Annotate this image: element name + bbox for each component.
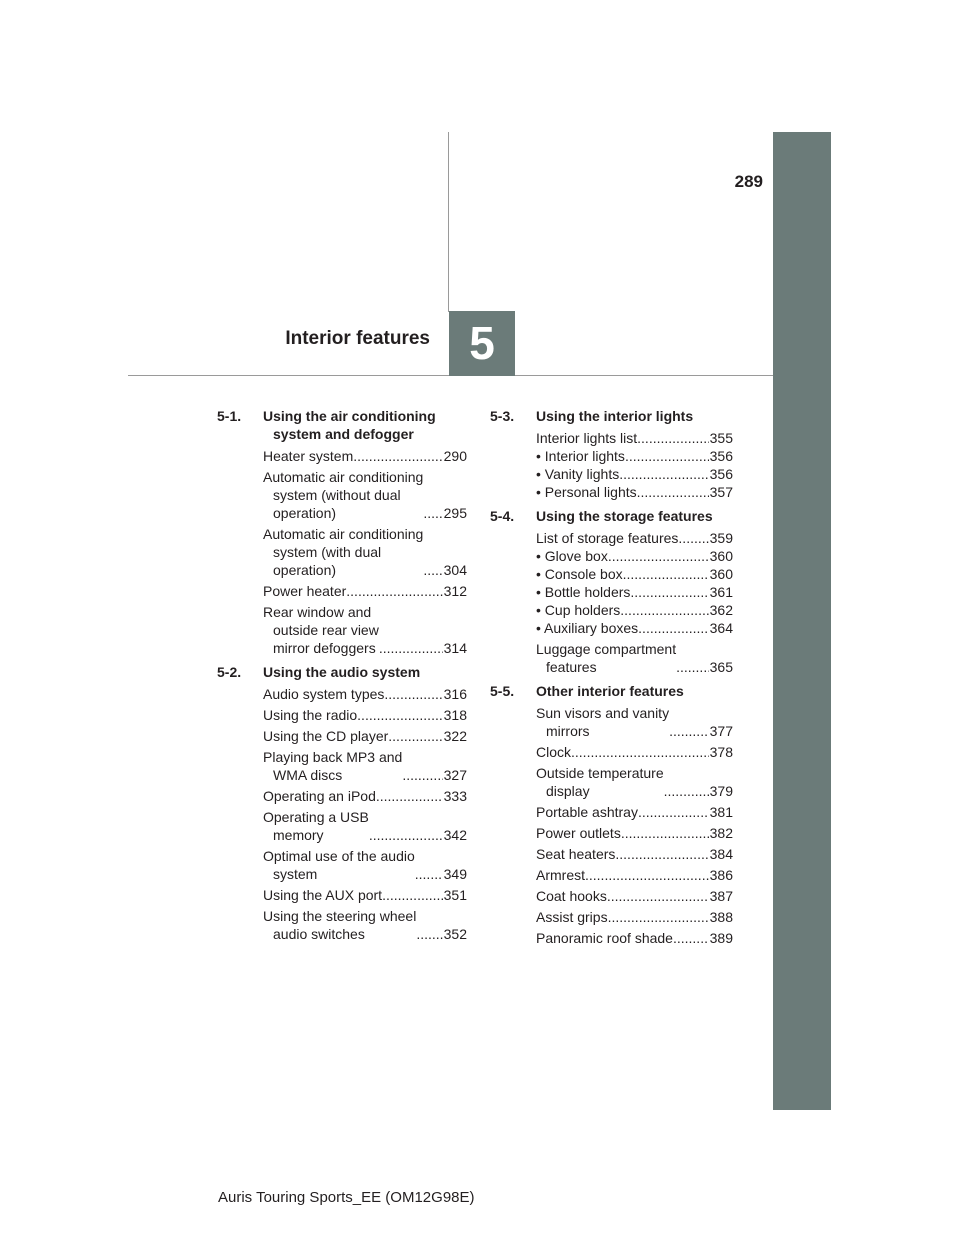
section-number: 5-5. <box>490 683 515 699</box>
toc-entry-page: 290 <box>443 448 467 464</box>
toc-entry-page: 365 <box>709 659 733 675</box>
toc-leader-dots <box>676 658 709 676</box>
toc-entry-page: 362 <box>709 602 733 618</box>
toc-entry[interactable] <box>263 706 467 724</box>
toc-section-heading[interactable] <box>217 663 467 681</box>
toc-leader-dots <box>664 782 709 800</box>
toc-entry[interactable] <box>536 704 733 740</box>
toc-leader-dots <box>615 845 708 863</box>
toc-entry-text: Assist grips <box>536 909 608 925</box>
toc-entry[interactable] <box>536 908 733 926</box>
toc-entry-text: Armrest <box>536 867 585 883</box>
toc-entry[interactable] <box>536 764 733 800</box>
toc-leader-dots <box>379 639 443 657</box>
toc-sub-entry[interactable] <box>536 565 733 583</box>
toc-entry[interactable] <box>536 743 733 761</box>
section-title: Other interior features <box>536 683 684 699</box>
toc-entry-page: 295 <box>443 505 467 521</box>
footer-model-text: Auris Touring Sports_EE (OM12G98E) <box>218 1189 475 1206</box>
toc-entry-page: 304 <box>443 562 467 578</box>
toc-section <box>217 663 467 943</box>
toc-right-column <box>490 407 733 953</box>
toc-leader-dots <box>353 447 442 465</box>
section-title: Using the air conditioning system and defogger <box>263 408 436 442</box>
section-title: Using the audio system <box>263 664 421 680</box>
toc-leader-dots <box>388 727 442 745</box>
toc-leader-dots <box>376 787 443 805</box>
toc-entry[interactable] <box>263 748 467 784</box>
toc-entry[interactable] <box>536 429 733 447</box>
toc-leader-dots <box>369 826 443 844</box>
toc-entry[interactable] <box>263 787 467 805</box>
toc-section <box>490 507 733 676</box>
toc-leader-dots <box>638 619 708 637</box>
toc-sub-entry[interactable] <box>536 547 733 565</box>
toc-entry-text: Operating an iPod <box>263 788 376 804</box>
toc-leader-dots <box>608 908 709 926</box>
toc-entry-text: Automatic air conditioning system (without dual operation) <box>263 469 424 521</box>
toc-entry[interactable] <box>263 603 467 657</box>
toc-leader-dots <box>571 743 709 761</box>
toc-leader-dots <box>625 447 709 465</box>
toc-entry-page: 356 <box>709 448 733 464</box>
toc-entry-text: Power outlets <box>536 825 621 841</box>
toc-entry-page: 378 <box>709 744 733 760</box>
toc-entry[interactable] <box>263 907 467 943</box>
chapter-side-tab <box>773 132 831 1110</box>
toc-entry-page: 360 <box>709 566 733 582</box>
toc-leader-dots <box>423 561 442 579</box>
toc-entry-page: 349 <box>443 866 467 882</box>
toc-entry[interactable] <box>536 887 733 905</box>
toc-entry-page: 377 <box>709 723 733 739</box>
toc-leader-dots <box>608 547 709 565</box>
toc-sub-entry[interactable] <box>536 465 733 483</box>
chapter-number-box: 5 <box>449 311 515 376</box>
toc-section <box>217 407 467 657</box>
toc-entry[interactable] <box>263 685 467 703</box>
toc-entry-text: Power heater <box>263 583 347 599</box>
toc-entry-page: 333 <box>443 788 467 804</box>
toc-entry[interactable] <box>263 727 467 745</box>
toc-entry-text: Using the AUX port <box>263 887 383 903</box>
toc-entry-text: Heater system <box>263 448 354 464</box>
toc-entry-text: • Bottle holders <box>536 584 631 600</box>
toc-leader-dots <box>423 504 442 522</box>
toc-entry[interactable] <box>263 886 467 904</box>
toc-entry-text: • Glove box <box>536 548 608 564</box>
toc-entry-text: Optimal use of the audio system <box>263 848 415 882</box>
toc-leader-dots <box>384 685 442 703</box>
section-number: 5-1. <box>217 408 242 424</box>
toc-entry-text: Operating a USB memory <box>263 809 369 843</box>
toc-entry[interactable] <box>536 845 733 863</box>
toc-left-column <box>217 407 467 949</box>
section-title: Using the interior lights <box>536 408 694 424</box>
toc-entry-page: 384 <box>709 846 733 862</box>
toc-entry-page: 355 <box>709 430 733 446</box>
toc-leader-dots <box>678 529 708 547</box>
section-number: 5-3. <box>490 408 515 424</box>
toc-entry[interactable] <box>263 525 467 579</box>
toc-section-heading[interactable] <box>217 407 467 443</box>
toc-section-heading[interactable] <box>490 407 733 425</box>
toc-entry-page: 318 <box>443 707 467 723</box>
toc-entries <box>217 447 467 657</box>
toc-entry-text: Clock <box>536 744 572 760</box>
section-number: 5-4. <box>490 508 515 524</box>
toc-entry-page: 389 <box>709 930 733 946</box>
toc-entry-page: 360 <box>709 548 733 564</box>
toc-entry-text: Using the radio <box>263 707 358 723</box>
toc-entry-page: 388 <box>709 909 733 925</box>
header-vertical-rule <box>448 132 449 312</box>
toc-sub-entry[interactable] <box>536 601 733 619</box>
chapter-title: Interior features <box>285 328 430 349</box>
toc-entry-text: Playing back MP3 and WMA discs <box>263 749 403 783</box>
toc-entry-page: 386 <box>709 867 733 883</box>
toc-entry[interactable] <box>536 529 733 547</box>
toc-sub-entry[interactable] <box>536 583 733 601</box>
toc-entry-text: Sun visors and vanity mirrors <box>536 705 670 739</box>
toc-leader-dots <box>621 824 709 842</box>
toc-section-heading[interactable] <box>490 682 733 700</box>
toc-entries <box>217 685 467 943</box>
toc-entry-page: 352 <box>443 926 467 942</box>
toc-entries <box>490 429 733 501</box>
section-title: Using the storage features <box>536 508 713 524</box>
toc-entry[interactable] <box>536 929 733 947</box>
toc-entry-text: • Auxiliary boxes <box>536 620 639 636</box>
toc-entry-text: Luggage compartment features <box>536 641 677 675</box>
toc-leader-dots <box>619 465 708 483</box>
toc-leader-dots <box>607 887 709 905</box>
section-number: 5-2. <box>217 664 242 680</box>
toc-entry-page: 361 <box>709 584 733 600</box>
toc-entry[interactable] <box>536 803 733 821</box>
toc-entry-text: Rear window and outside rear view mirror defoggers <box>263 604 379 656</box>
toc-entry-text: Outside temperature display <box>536 765 664 799</box>
toc-leader-dots <box>673 929 709 947</box>
toc-entry-page: 359 <box>709 530 733 546</box>
toc-entry-text: Using the steering wheel audio switches <box>263 908 417 942</box>
page-number: 289 <box>734 172 763 191</box>
toc-leader-dots <box>637 483 709 501</box>
toc-entry-page: 342 <box>443 827 467 843</box>
toc-entry-page: 327 <box>443 767 467 783</box>
toc-entry-page: 351 <box>443 887 467 903</box>
toc-sub-entry[interactable] <box>536 619 733 637</box>
toc-section <box>490 682 733 947</box>
toc-section <box>490 407 733 501</box>
toc-leader-dots <box>637 429 708 447</box>
toc-entry-text: • Interior lights <box>536 448 625 464</box>
toc-leader-dots <box>623 565 709 583</box>
toc-entries <box>490 529 733 676</box>
toc-entry[interactable] <box>536 824 733 842</box>
toc-leader-dots <box>357 706 442 724</box>
toc-entry-page: 364 <box>709 620 733 636</box>
toc-entry-text: Seat heaters <box>536 846 616 862</box>
toc-entry[interactable] <box>263 468 467 522</box>
toc-sub-entry[interactable] <box>536 483 733 501</box>
toc-entry[interactable] <box>263 808 467 844</box>
toc-entry[interactable] <box>263 582 467 600</box>
toc-entry-text: • Console box <box>536 566 623 582</box>
toc-entry-text: Coat hooks <box>536 888 607 904</box>
toc-entry-page: 314 <box>443 640 467 656</box>
toc-leader-dots <box>382 886 443 904</box>
toc-entry-page: 312 <box>443 583 467 599</box>
toc-entry-page: 356 <box>709 466 733 482</box>
toc-entry-text: Interior lights list <box>536 430 638 446</box>
toc-entries <box>490 704 733 947</box>
toc-entry-text: Portable ashtray <box>536 804 638 820</box>
toc-entry-text: • Personal lights <box>536 484 637 500</box>
toc-entry[interactable] <box>263 447 467 465</box>
toc-leader-dots <box>669 722 709 740</box>
toc-entry-page: 382 <box>709 825 733 841</box>
toc-entry-page: 381 <box>709 804 733 820</box>
toc-entry[interactable] <box>536 640 733 676</box>
toc-entry-text: Automatic air conditioning system (with dual operation) <box>263 526 424 578</box>
toc-leader-dots <box>346 582 442 600</box>
toc-leader-dots <box>415 865 443 883</box>
toc-leader-dots <box>402 766 442 784</box>
toc-leader-dots <box>416 925 442 943</box>
toc-entry-page: 322 <box>443 728 467 744</box>
toc-entry-text: Using the CD player <box>263 728 389 744</box>
toc-leader-dots <box>620 601 708 619</box>
toc-entry-text: Panoramic roof shade <box>536 930 673 946</box>
toc-sub-entry[interactable] <box>536 447 733 465</box>
toc-entry-page: 379 <box>709 783 733 799</box>
toc-entry-text: List of storage features <box>536 530 679 546</box>
toc-entry[interactable] <box>536 866 733 884</box>
toc-leader-dots <box>630 583 708 601</box>
toc-entry-text: • Vanity lights <box>536 466 620 482</box>
toc-entry-text: • Cup holders <box>536 602 621 618</box>
toc-section-heading[interactable] <box>490 507 733 525</box>
toc-entry-page: 316 <box>443 686 467 702</box>
toc-leader-dots <box>585 866 709 884</box>
toc-entry-page: 357 <box>709 484 733 500</box>
toc-entry-text: Audio system types <box>263 686 385 702</box>
toc-entry[interactable] <box>263 847 467 883</box>
toc-entry-page: 387 <box>709 888 733 904</box>
toc-leader-dots <box>638 803 709 821</box>
